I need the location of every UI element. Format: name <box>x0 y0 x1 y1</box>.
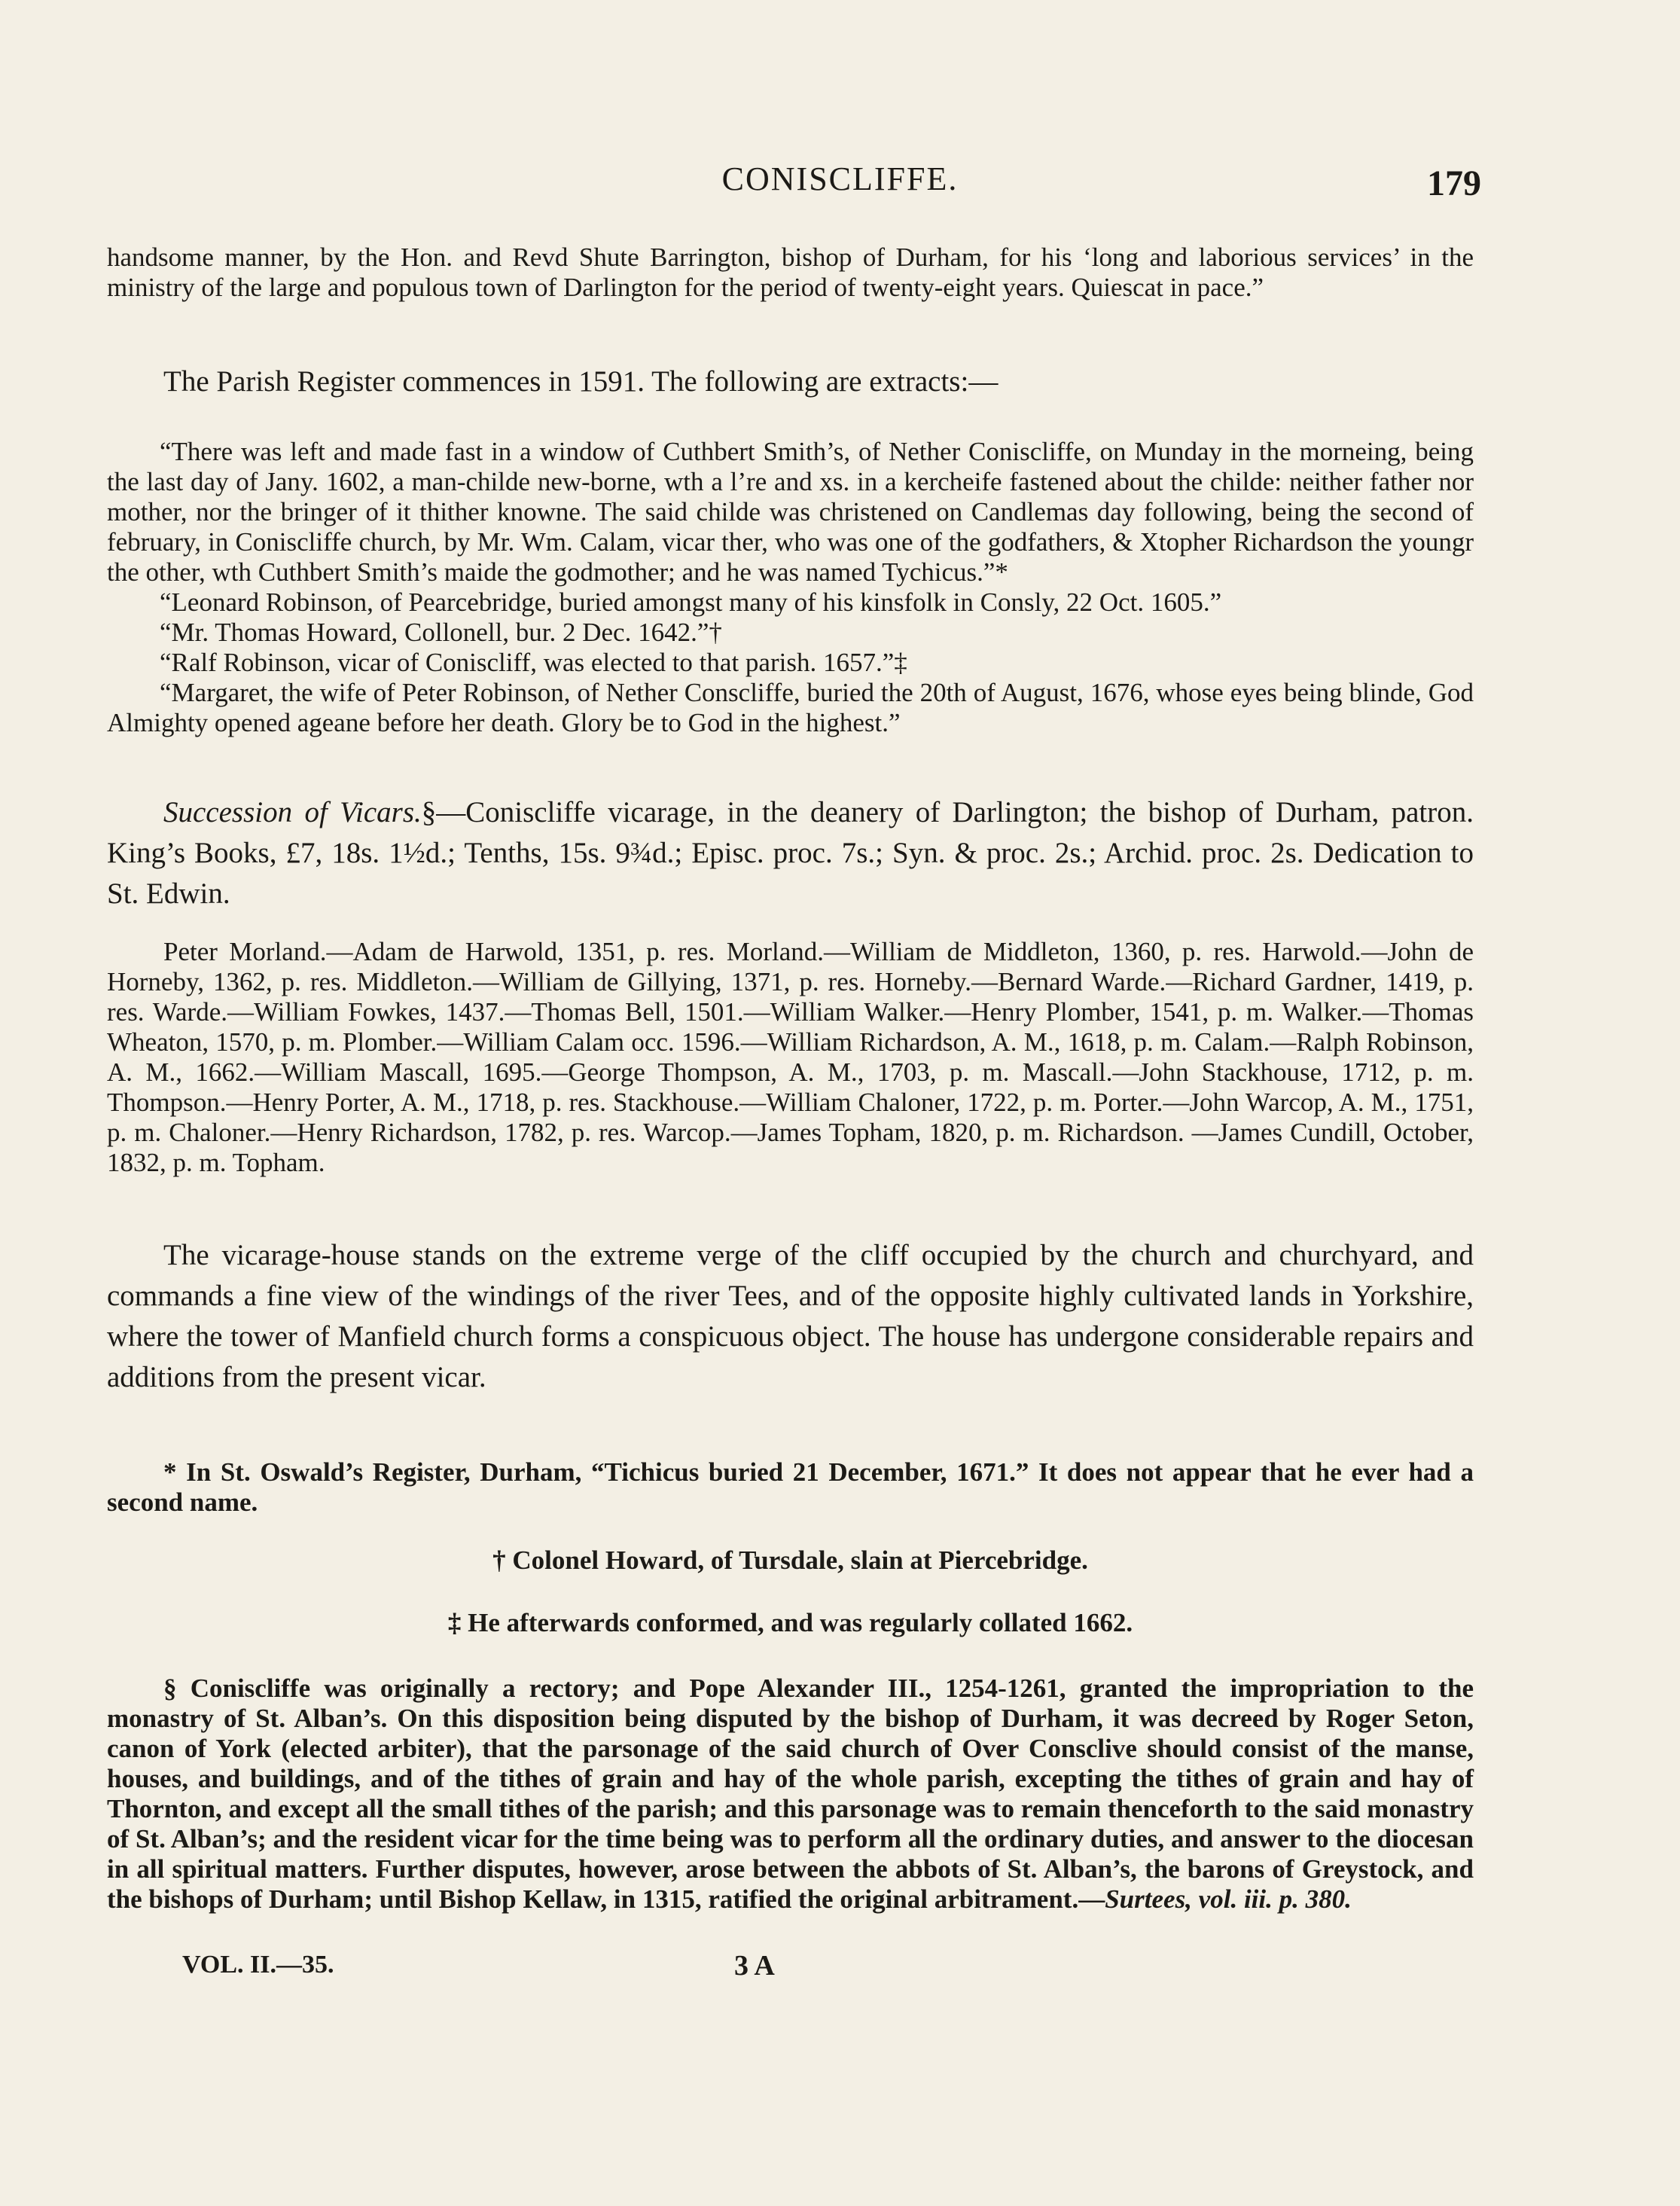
page-number: 179 <box>1427 163 1481 203</box>
vicarage-house-paragraph: The vicarage-house stands on the extreme verge of the cliff occupied by the church and churchyard, and commands a fine view of the windings of the river Tees, and of the opposite highly cultivated lands in Yorkshire, where the tower of Manfield church forms a conspicuous object. The house has undergone considerable repairs and additions from the present vicar. <box>107 1239 1474 1393</box>
footnote-dagger: † Colonel Howard, of Tursdale, slain at Piercebridge. <box>492 1545 1088 1575</box>
vicars-list: Peter Morland.—Adam de Harwold, 1351, p. res. Morland.—William de Middleton, 1360, p. res. Harwold.—John de Horneby, 1362, p. res. Middleton.—William de Gillying, 1371, p. res. Horneby.—Bernard Warde.—Richard Gardner, 1419, p. res. Warde.—William Fowkes, 1437.—Thomas Bell, 1501.—William Walker.—Henry Plomber, 1541, p. m. Walker.—Thomas Wheaton, 1570, p. m. Plomber.—William Calam occ. 1596.—William Richardson, A. M., 1618, p. m. Calam.—Ralph Robinson, A. M., 1662.—William Mascall, 1695.—George Thompson, A. M., 1703, p. m. Mascall.—John Stackhouse, 1712, p. m. Thompson.—Henry Porter, A. M., 1718, p. res. Stackhouse.—William Chaloner, 1722, p. m. Porter.—John Warcop, A. M., 1751, p. m. Chaloner.—Henry Richardson, 1782, p. res. Warcop.—James Topham, 1820, p. m. Richardson. —James Cundill, October, 1832, p. m. Topham. <box>107 937 1474 1177</box>
running-head: CONISCLIFFE. <box>721 160 959 197</box>
extract-howard: “Mr. Thomas Howard, Collonell, bur. 2 Dec. 1642.”† <box>160 618 722 647</box>
footnote-section-text: § Coniscliffe was originally a rectory; and Pope Alexander III., 1254-1261, granted the impropriation to the monastry of St. Alban’s. On this disposition being disputed by the bishop of Durham, it was decreed by Roger Seton, canon of York (elected arbiter), that the parsonage of the said church of Over Consclive should consist of the manse, houses, and buildings, and of the tithes of grain and hay of the whole parish, excepting the tithes of grain and hay of Thornton, and except all the small tithes of the parish; and this parsonage was to remain thenceforth to the said monastry of St. Alban’s; and the resident vicar for the time being was to perform all the ordinary duties, and answer to the diocesan in all spiritual matters. Further disputes, however, arose between the abbots of St. Alban’s, the barons of Greystock, and the bishops of Durham; until Bishop Kellaw, in 1315, ratified the original arbitrament.— <box>107 1674 1474 1914</box>
extract-leonard: “Leonard Robinson, of Pearcebridge, buried amongst many of his kinsfolk in Consly, 22 Oct. 1605.” <box>160 587 1222 617</box>
footnote-section-citation: Surtees, vol. iii. p. 380. <box>1105 1884 1352 1914</box>
succession-label: Succession of Vicars. <box>163 796 422 828</box>
register-extracts <box>107 437 1474 738</box>
succession-paragraph <box>107 792 1474 914</box>
printer-signature: 3 A <box>734 1950 775 1982</box>
footnote-star: * In St. Oswald’s Register, Durham, “Tichicus buried 21 December, 1671.” It does not appear that he ever had a second name. <box>107 1457 1474 1517</box>
succession-text: §—Coniscliffe vicarage, in the deanery of Darlington; the bishop of Durham, patron. King’s Books, £7, 18s. 1½d.; Tenths, 15s. 9¾d.; Episc. proc. 7s.; Syn. & proc. 2s.; Archid. proc. 2s. Dedication to St. Edwin. <box>107 796 1474 910</box>
extract-margaret: “Margaret, the wife of Peter Robinson, of Nether Conscliffe, buried the 20th of August, 1676, whose eyes being blinde, God Almighty opened ageane before her death. Glory be to God in the highest.” <box>107 678 1474 737</box>
extract-ralf: “Ralf Robinson, vicar of Coniscliff, was elected to that parish. 1657.”‡ <box>160 648 907 677</box>
volume-signature: VOL. II.—35. <box>182 1951 334 1979</box>
intro-paragraph: handsome manner, by the Hon. and Revd Shute Barrington, bishop of Durham, for his ‘long and laborious services’ in the ministry of the large and populous town of Darlington for the period of twenty-eight years. Quiescat in pace.” <box>107 243 1474 302</box>
extract-tychicus: “There was left and made fast in a window of Cuthbert Smith’s, of Nether Coniscliffe, on Munday in the morneing, being the last day of Jany. 1602, a man-childe new-borne, wth a l’re and xs. in a kercheife fastened about the childe: neither father nor mother, nor the bringer of it thither knowne. The said childe was christened on Candlemas day following, being the second of february, in Coniscliffe church, by Mr. Wm. Calam, vicar ther, who was one of the godfathers, & Xtopher Richardson the youngr the other, wth Cuthbert Smith’s maide the godmother; and he was named Tychicus.”* <box>107 437 1474 587</box>
footnote-section <box>107 1674 1474 1915</box>
footnote-double-dagger: ‡ He afterwards conformed, and was regularly collated 1662. <box>447 1608 1133 1637</box>
register-heading: The Parish Register commences in 1591. The following are extracts:— <box>163 365 999 398</box>
